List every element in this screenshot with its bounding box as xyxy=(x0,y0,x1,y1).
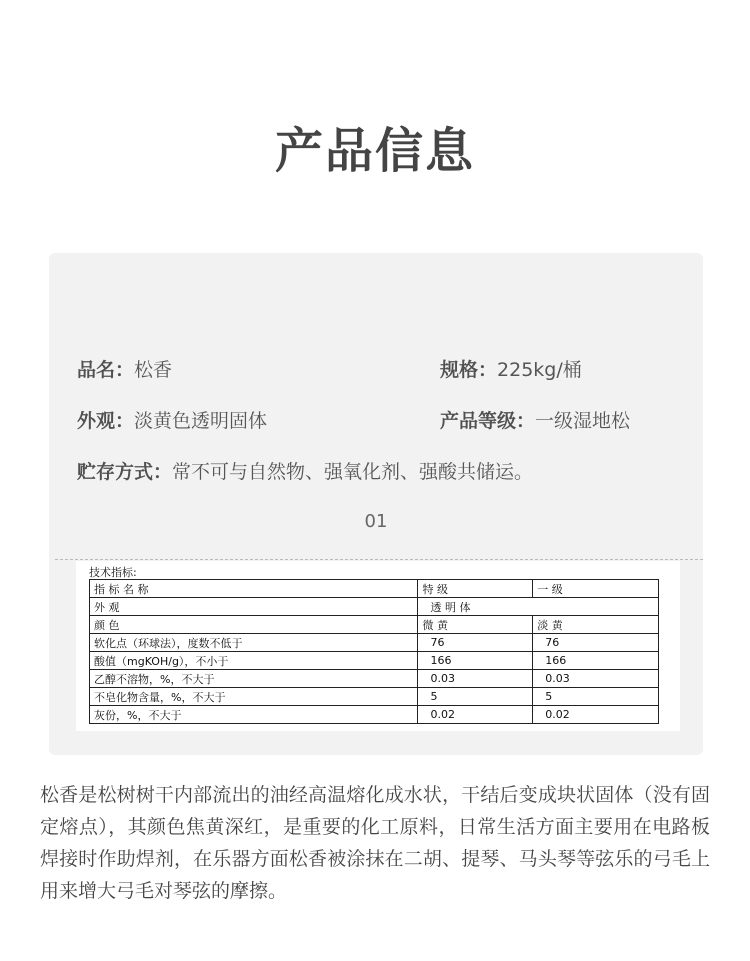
spec-row-name: 乙醇不溶物，%，不大于 xyxy=(90,670,418,688)
dashed-divider xyxy=(55,559,703,560)
spec-row-merged-value: 透 明 体 xyxy=(418,598,659,616)
product-storage-value: 常不可与自然物、强氧化剂、强酸共储运。 xyxy=(172,461,534,483)
spec-row-special: 5 xyxy=(418,688,533,706)
product-grade-field xyxy=(440,406,630,433)
spec-table-image xyxy=(76,561,680,731)
spec-row-name: 外 观 xyxy=(90,598,418,616)
product-name-value: 松香 xyxy=(134,359,173,381)
product-appearance-label: 外观： xyxy=(77,410,135,432)
spec-header-name: 指 标 名 称 xyxy=(90,580,418,598)
spec-row-first: 166 xyxy=(533,652,659,670)
spec-row-special: 0.03 xyxy=(418,670,533,688)
spec-row-first: 0.03 xyxy=(533,670,659,688)
product-name-field xyxy=(77,355,172,382)
spec-row-first: 76 xyxy=(533,634,659,652)
product-appearance-field xyxy=(77,406,267,433)
spec-row-first: 0.02 xyxy=(533,706,659,724)
product-spec-value: 225kg/桶 xyxy=(497,359,582,381)
spec-row-name: 颜 色 xyxy=(90,616,418,634)
table-row xyxy=(90,616,659,634)
spec-table-heading: 技术指标: xyxy=(89,566,137,579)
product-info-card xyxy=(49,253,703,755)
table-row xyxy=(90,688,659,706)
table-row xyxy=(90,652,659,670)
product-storage-field xyxy=(77,457,533,484)
product-spec-label: 规格： xyxy=(440,359,498,381)
spec-row-special: 微 黄 xyxy=(418,616,533,634)
table-row xyxy=(90,670,659,688)
spec-header-special: 特 级 xyxy=(418,580,533,598)
spec-row-first: 5 xyxy=(533,688,659,706)
spec-row-first: 淡 黄 xyxy=(533,616,659,634)
product-storage-label: 贮存方式： xyxy=(77,461,173,483)
product-grade-label: 产品等级： xyxy=(440,410,536,432)
spec-row-special: 0.02 xyxy=(418,706,533,724)
spec-row-special: 166 xyxy=(418,652,533,670)
spec-row-name: 软化点（环球法），度数不低于 xyxy=(90,634,418,652)
page-number: 01 xyxy=(364,511,388,532)
spec-row-special: 76 xyxy=(418,634,533,652)
page-title: 产品信息 xyxy=(274,123,475,179)
product-description: 松香是松树树干内部流出的油经高温熔化成水状，干结后变成块状固体（没有固定熔点），其颜色焦黄深红，是重要的化工原料，日常生活方面主要用在电路板焊接时作助焊剂，在乐器方面松香被涂抹在二胡、提琴、马头琴等弦乐的弓毛上用来增大弓毛对琴弦的摩擦。 xyxy=(40,784,710,902)
product-spec-field xyxy=(440,355,582,382)
spec-row-name: 酸值（mgKOH/g），不小于 xyxy=(90,652,418,670)
spec-header-first: 一 级 xyxy=(533,580,659,598)
table-row xyxy=(90,598,659,616)
table-row xyxy=(90,706,659,724)
spec-row-name: 灰份，%，不大于 xyxy=(90,706,418,724)
product-grade-value: 一级湿地松 xyxy=(535,410,631,432)
product-appearance-value: 淡黄色透明固体 xyxy=(134,410,268,432)
table-row xyxy=(90,634,659,652)
spec-table-header-row xyxy=(90,580,659,598)
spec-table xyxy=(89,579,659,724)
spec-row-name: 不皂化物含量，%，不大于 xyxy=(90,688,418,706)
product-name-label: 品名： xyxy=(77,359,135,381)
